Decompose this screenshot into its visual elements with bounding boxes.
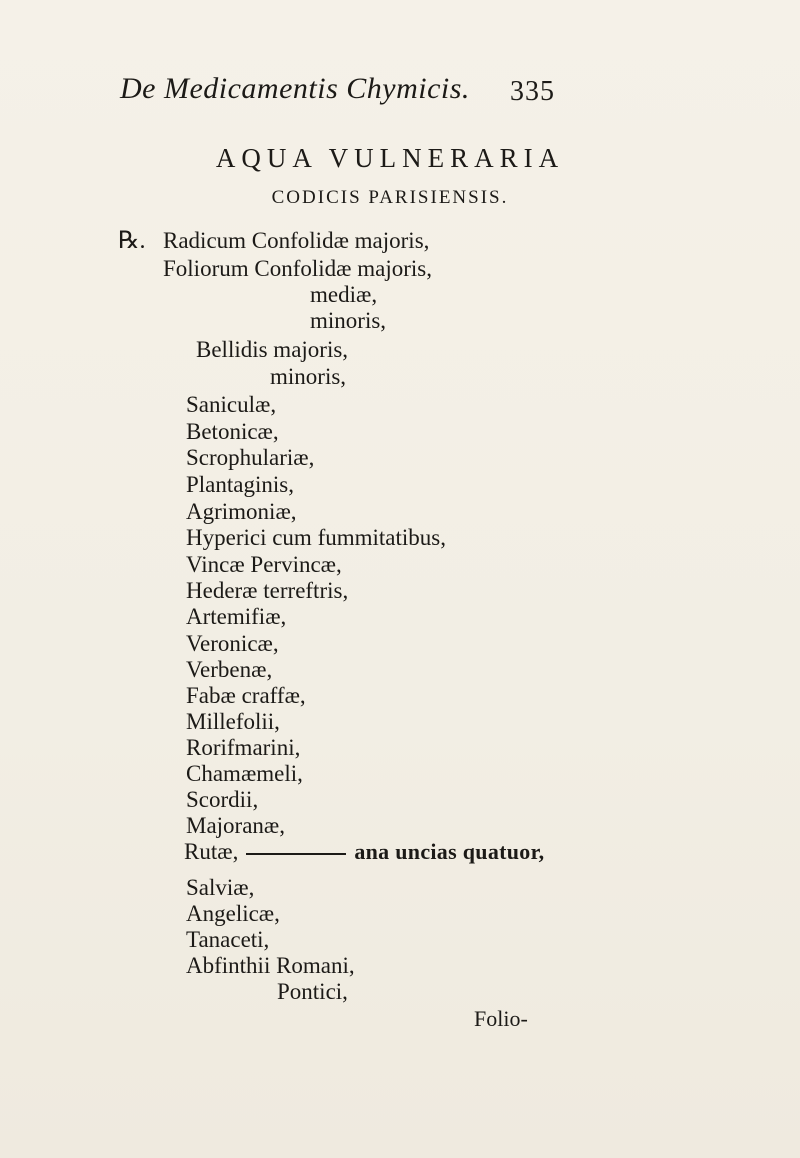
ingredient-line: Fabæ craffæ, — [186, 683, 306, 708]
ingredient-line: Verbenæ, — [186, 657, 273, 682]
ingredient-line: Abfinthii Romani, — [186, 953, 355, 978]
ingredient-line: Rorifmarini, — [186, 735, 301, 760]
ingredient-line: Artemifiæ, — [186, 604, 287, 629]
ingredient-line: Scordii, — [186, 787, 259, 812]
ingredient-line: Millefolii, — [186, 709, 280, 734]
ingredient-line: Veronicæ, — [186, 631, 279, 656]
ingredient-line: Foliorum Confolidæ majoris, — [163, 256, 432, 281]
page-number: 335 — [510, 76, 555, 107]
ingredient-line: Scrophulariæ, — [186, 445, 315, 470]
ingredient-line: Salviæ, — [186, 875, 255, 900]
ingredient-line: Radicum Confolidæ majoris, — [163, 228, 430, 253]
ingredient-line: Agrimoniæ, — [186, 499, 297, 524]
ingredient-line: Betonicæ, — [186, 419, 279, 444]
ana-quantity: ana uncias quatuor, — [354, 839, 545, 864]
ana-item: Rutæ, — [184, 839, 239, 864]
rule-dash — [246, 853, 346, 855]
recipe-symbol: ℞. — [118, 228, 146, 254]
ingredient-line: Chamæmeli, — [186, 761, 303, 786]
ana-quantity-line — [184, 839, 544, 865]
ingredient-line: Vincæ Pervincæ, — [186, 552, 342, 577]
ingredient-line: Saniculæ, — [186, 392, 277, 417]
section-subtitle: CODICIS PARISIENSIS. — [271, 187, 509, 208]
catchword: Folio- — [474, 1006, 528, 1031]
ingredient-line: minoris, — [310, 308, 387, 333]
ingredient-line: Majoranæ, — [186, 813, 286, 838]
ingredient-line: Plantaginis, — [186, 472, 294, 497]
ingredient-line: minoris, — [270, 364, 347, 389]
ingredient-line: Bellidis majoris, — [196, 337, 349, 362]
running-head-title: De Medicamentis Chymicis. — [120, 72, 470, 105]
ingredient-line: Angelicæ, — [186, 901, 280, 926]
ingredient-line: mediæ, — [310, 282, 378, 307]
ingredient-line: Pontici, — [277, 979, 348, 1004]
ingredient-line: Hederæ terreftris, — [186, 578, 349, 603]
ingredient-line: Hyperici cum fummitatibus, — [186, 525, 446, 550]
section-title: AQUA VULNERARIA — [215, 143, 565, 173]
ingredient-line: Tanaceti, — [186, 927, 270, 952]
running-head — [120, 72, 720, 112]
